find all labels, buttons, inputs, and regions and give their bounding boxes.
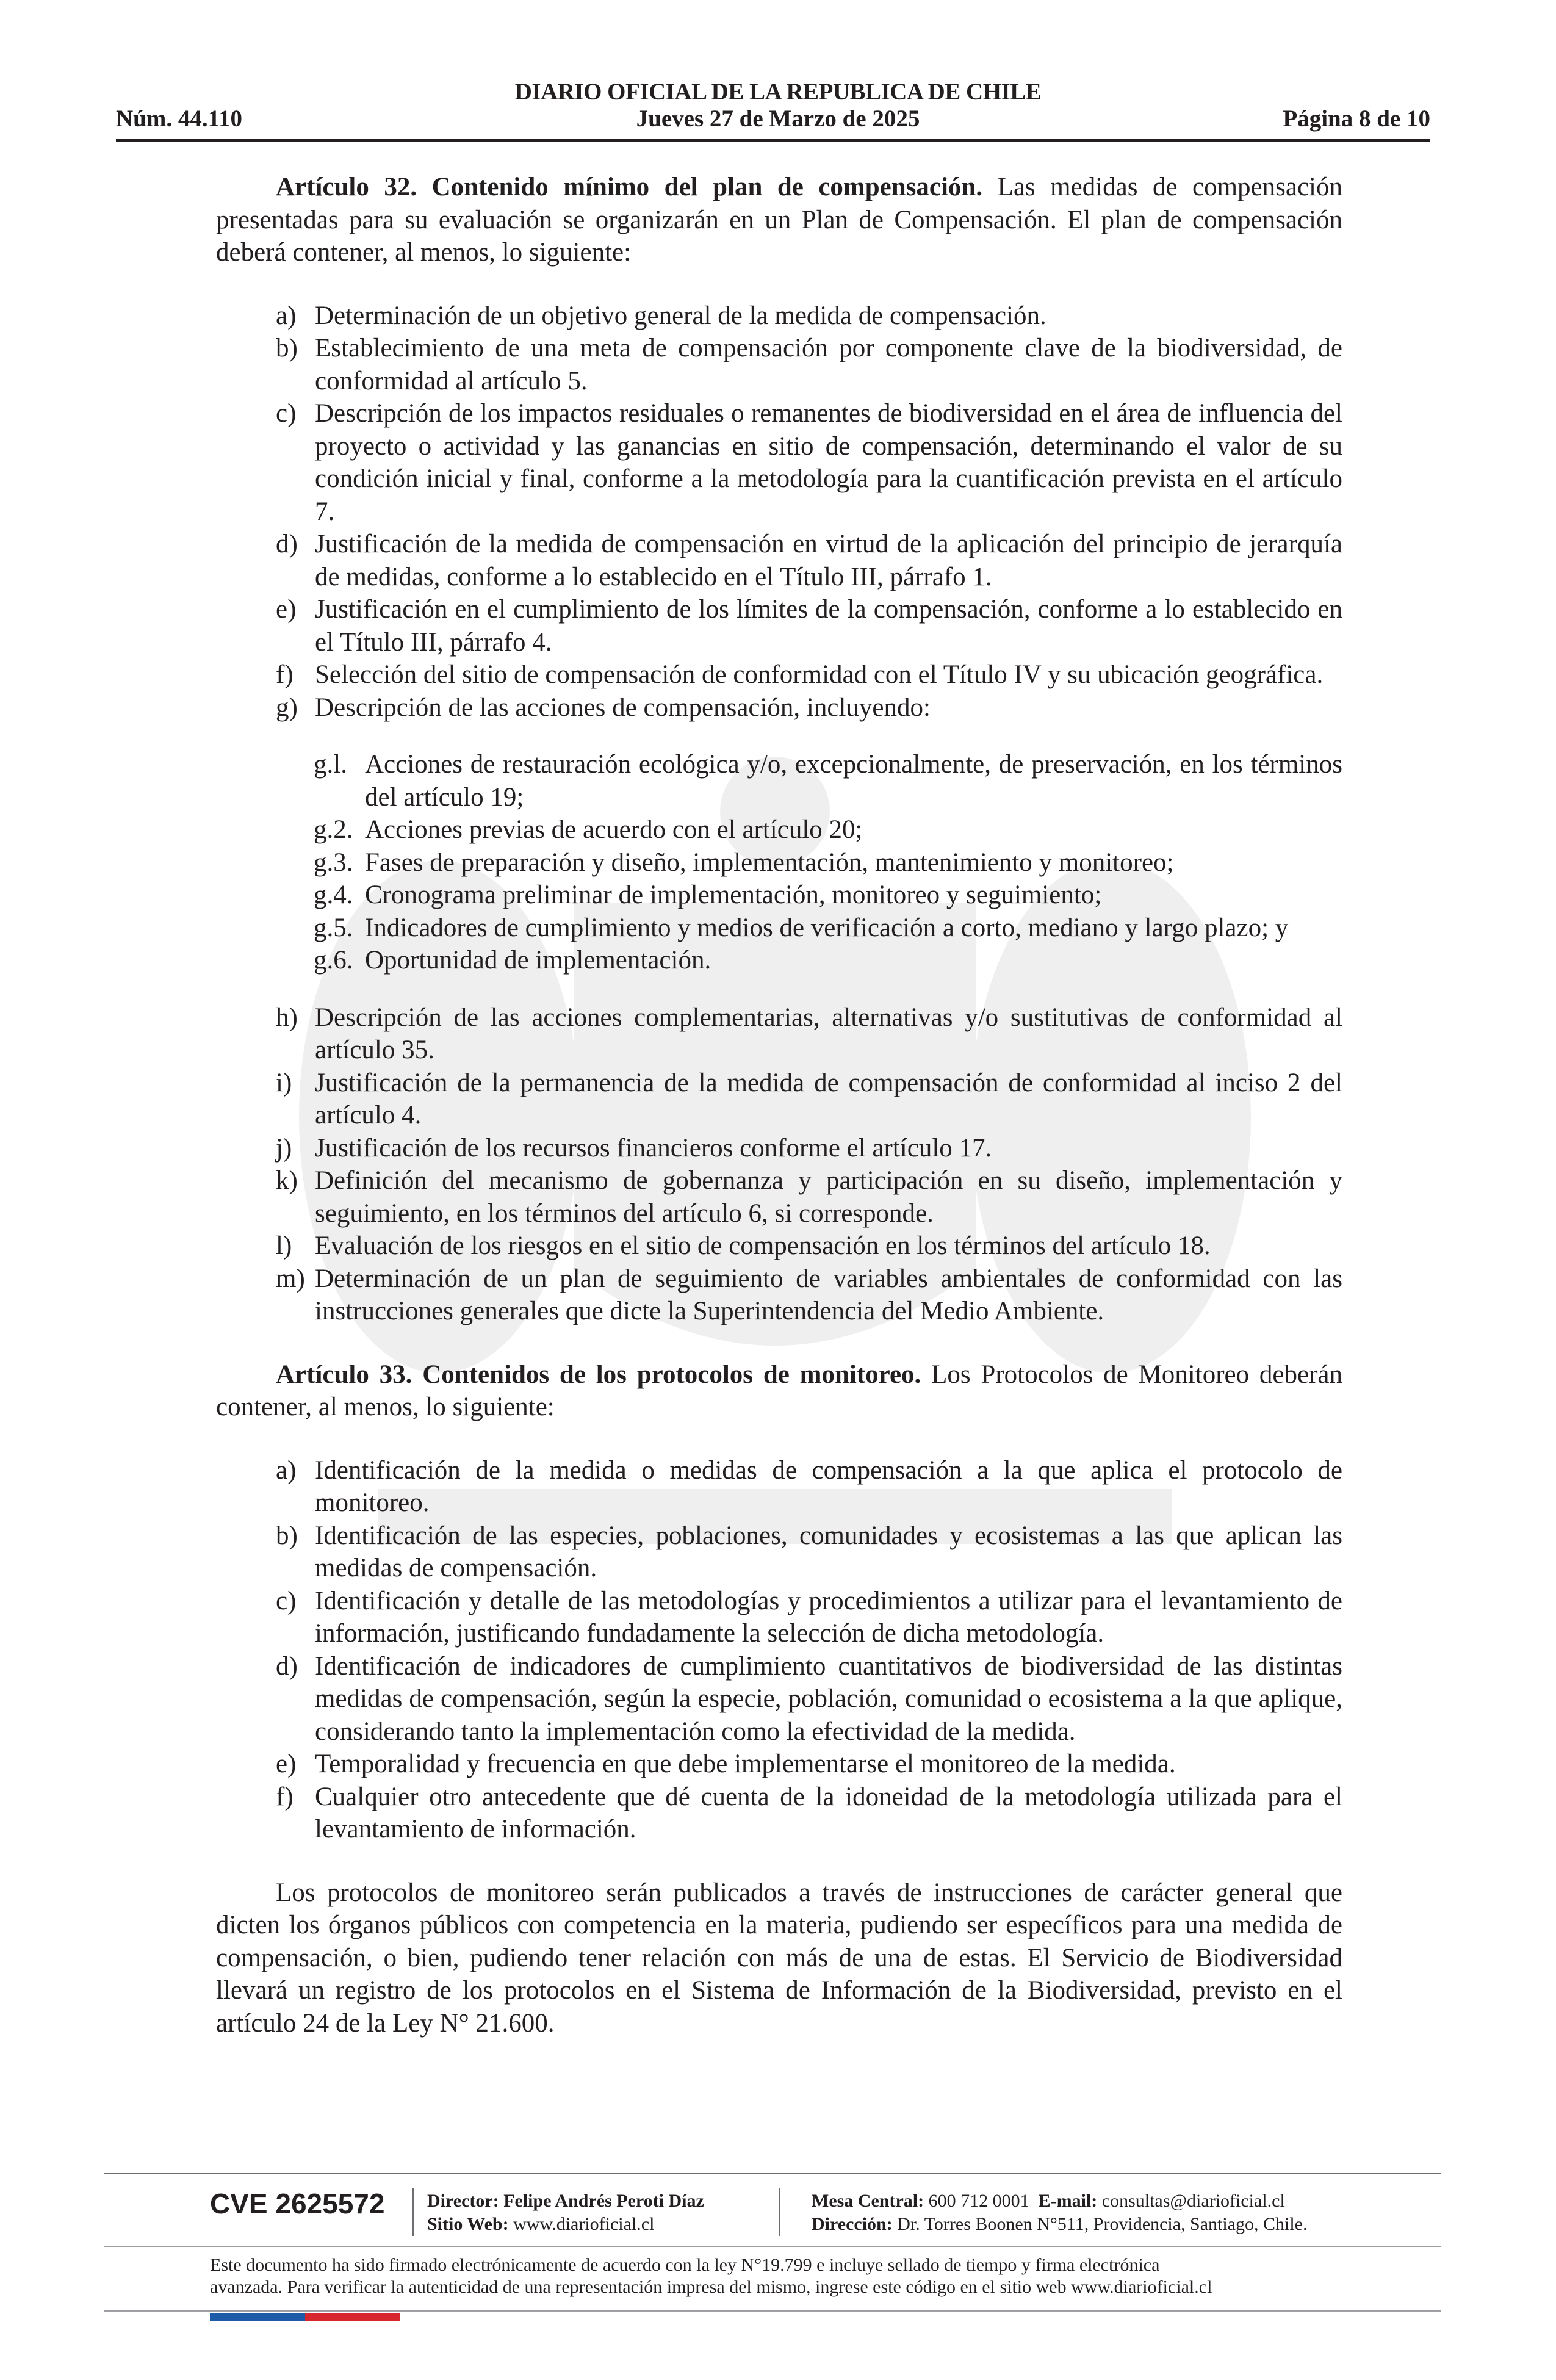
flag-stripe-red [305,2313,400,2321]
list-item-text: Justificación de la permanencia de la medida de compensación de conformidad al inciso 2 del artículo 4. [315,1068,1342,1130]
list-item [216,1454,1342,1520]
list-marker: g) [276,693,298,722]
website-label: Sitio Web: [427,2214,509,2234]
article-33-closing: Los protocolos de monitoreo serán publicados a través de instrucciones de carácter general que dicten los órganos públicos con competencia en la materia, pudiendo ser específicos para una medida de compensación, o bien, pudiendo tener relación con más de una de estas. El Servicio de Biodiversidad llevará un registro de los protocolos en el Sistema de Información de la Biodiversidad, previsto en el artículo 24 de la Ley N° 21.600. [216,1878,1342,2038]
list-marker: j) [276,1133,292,1163]
list-marker: g.5. [314,913,353,942]
article-33-intro [216,1358,1342,1424]
article-33-intro-text: Los Protocolos de Monitoreo deberán contener, al menos, lo siguiente: [216,1360,1342,1421]
list-item-text: Cronograma preliminar de implementación, monitoreo y seguimiento; [365,881,1102,909]
list-item [216,691,1342,724]
list-marker: g.2. [314,815,353,844]
list-marker: i) [276,1068,292,1097]
address-value: Dr. Torres Boonen N°511, Providencia, Santiago, Chile. [897,2214,1308,2234]
article-33-list [216,1454,1342,1846]
list-marker: h) [276,1003,298,1032]
list-item [216,528,1342,593]
list-item-text: Justificación de la medida de compensación en virtud de la aplicación del principio de jerarquía de medidas, conforme a lo establecido en el Título III, párrafo 1. [315,530,1342,591]
list-item-text: Establecimiento de una meta de compensación por componente clave de la biodiversidad, de conformidad al artículo 5. [315,334,1342,395]
list-marker: f) [276,1782,294,1811]
list-item-text: Selección del sitio de compensación de conformidad con el Título IV y su ubicación geográfica. [315,660,1324,689]
list-marker: c) [276,1586,297,1615]
sub-list-item [216,912,1342,945]
page-indicator: Página 8 de 10 [1283,106,1430,132]
legal-notice-line-2: avanzada. Para verificar la autenticidad de una representación impresa del mismo, ingrese este código en el sitio web www.diarioficial.cl [210,2277,1212,2297]
list-marker: b) [276,334,298,362]
list-marker: f) [276,660,294,689]
list-marker: g.4. [314,881,353,909]
email-label: E-mail: [1038,2191,1098,2211]
article-33-heading: Artículo 33. Contenidos de los protocolos de monitoreo. [276,1360,921,1389]
list-item-text: Justificación de los recursos financieros conforme el artículo 17. [315,1133,992,1163]
sub-list-item [216,748,1342,813]
list-item [216,300,1342,333]
list-item-text: Acciones de restauración ecológica y/o, excepcionalmente, de preservación, en los términos del artículo 19; [365,750,1342,812]
list-item-text: Determinación de un objetivo general de la medida de compensación. [315,301,1046,330]
article-32-heading: Artículo 32. Contenido mínimo del plan de compensación. [276,173,983,201]
list-marker: a) [276,301,297,330]
list-item-text: Determinación de un plan de seguimiento de variables ambientales de conformidad con las instrucciones generales que dicte la Superintendencia del Medio Ambiente. [315,1264,1342,1325]
article-32-list-h-m [216,1001,1342,1328]
list-item [216,397,1342,528]
footer-separator [779,2188,780,2236]
list-item-text: Identificación de la medida o medidas de compensación a la que aplica el protocolo de monitoreo. [315,1455,1342,1517]
list-marker: e) [276,595,297,624]
list-item-text: Acciones previas de acuerdo con el artículo 20; [365,815,863,844]
list-item-text: Oportunidad de implementación. [365,946,711,975]
list-item-text: Definición del mecanismo de gobernanza y participación en su diseño, implementación y seguimiento, en los términos del artículo 6, si corresponde. [315,1166,1342,1228]
list-item-text: Identificación de indicadores de cumplimiento cuantitativos de biodiversidad de las distintas medidas de compensación, según la especie, población, comunidad o ecosistema a la que aplique, considerando tanto la implementación como la efectividad de la medida. [315,1651,1342,1746]
list-item [216,1067,1342,1132]
list-item-text: Identificación y detalle de las metodologías y procedimientos a utilizar para el levantamiento de información, justificando fundadamente la selección de dicha metodología. [315,1586,1342,1648]
legal-notice [210,2254,1339,2298]
list-marker: b) [276,1521,298,1550]
list-item [216,1001,1342,1067]
header-divider [116,139,1430,142]
footer-divider-middle [104,2246,1441,2247]
list-item-text: Descripción de las acciones de compensación, incluyendo: [315,693,931,722]
issue-number: Núm. 44.110 [116,106,242,132]
website-link[interactable]: www.diarioficial.cl [513,2214,655,2234]
flag-stripe-blue [210,2313,305,2321]
footer-separator [412,2188,414,2236]
list-item-text: Fases de preparación y diseño, implementación, mantenimiento y monitoreo; [365,848,1174,877]
list-item [216,1230,1342,1263]
list-marker: d) [276,1651,298,1681]
list-item [216,1263,1342,1328]
list-marker: a) [276,1455,297,1485]
list-item-text: Evaluación de los riesgos en el sitio de compensación en los términos del artículo 18. [315,1231,1211,1260]
footer-divider-top [104,2173,1441,2174]
list-item-text: Descripción de los impactos residuales o remanentes de biodiversidad en el área de influencia del proyecto o actividad y las ganancias en sitio de compensación, determinando el valor de su condición inicial y final, conforme a la metodología para la cuantificación prevista en el artículo 7. [315,399,1342,526]
list-item [216,1164,1342,1230]
list-marker: g.3. [314,848,353,877]
email-link[interactable]: consultas@diarioficial.cl [1101,2191,1285,2211]
legal-notice-line-1: Este documento ha sido firmado electrónicamente de acuerdo con la ley N°19.799 e incluye sellado de tiempo y firma electrónica [210,2255,1160,2275]
sub-list-item [216,944,1342,977]
list-marker: d) [276,530,298,558]
address-label: Dirección: [812,2214,893,2234]
list-marker: c) [276,399,297,428]
list-item [216,658,1342,691]
list-item [216,1585,1342,1650]
list-marker: e) [276,1750,297,1778]
list-item [216,1132,1342,1165]
list-item-text: Justificación en el cumplimiento de los límites de la compensación, conforme a lo establecido en el Título III, párrafo 4. [315,595,1342,657]
mesa-central-label: Mesa Central: [812,2191,924,2211]
director-name: Felipe Andrés Peroti Díaz [503,2191,704,2211]
article-32-intro-text: Las medidas de compensación presentadas para su evaluación se organizarán en un Plan de Compensación. El plan de compensación deberá contener, al menos, lo siguiente: [216,173,1342,267]
list-marker: k) [276,1166,298,1195]
sub-list-item [216,879,1342,912]
footer-contact-block [812,2190,1308,2236]
list-item [216,593,1342,658]
list-marker: g.6. [314,946,353,975]
list-marker: m) [276,1264,305,1293]
list-item-text: Identificación de las especies, poblaciones, comunidades y ecosistemas a las que aplican las medidas de compensación. [315,1521,1342,1582]
list-item [216,1650,1342,1748]
mesa-central-phone: 600 712 0001 [928,2191,1029,2211]
list-marker: g.l. [314,750,347,779]
list-item [216,1781,1342,1846]
gazette-title: DIARIO OFICIAL DE LA REPUBLICA DE CHILE [514,79,1042,105]
footer-divider-bottom [104,2310,1441,2312]
issue-date: Jueves 27 de Marzo de 2025 [636,106,920,132]
article-32-list-a-g [216,300,1342,724]
sub-list-item [216,846,1342,879]
footer-director-block [427,2190,704,2236]
list-marker: l) [276,1231,292,1260]
list-item-text: Indicadores de cumplimiento y medios de verificación a corto, mediano y largo plazo; y [365,913,1289,942]
list-item [216,1748,1342,1781]
list-item-text: Cualquier otro antecedente que dé cuenta de la idoneidad de la metodología utilizada para el levantamiento de información. [315,1782,1342,1844]
article-32-sublist-g [216,748,1342,977]
list-item [216,332,1342,397]
article-32-intro [216,171,1342,269]
director-label: Director: [427,2191,499,2211]
document-body [216,171,1342,2039]
sub-list-item [216,813,1342,846]
cve-code: CVE 2625572 [210,2188,385,2220]
list-item [216,1520,1342,1585]
list-item-text: Descripción de las acciones complementarias, alternativas y/o sustitutivas de conformidad al artículo 35. [315,1003,1342,1064]
list-item-text: Temporalidad y frecuencia en que debe implementarse el monitoreo de la medida. [315,1750,1176,1778]
